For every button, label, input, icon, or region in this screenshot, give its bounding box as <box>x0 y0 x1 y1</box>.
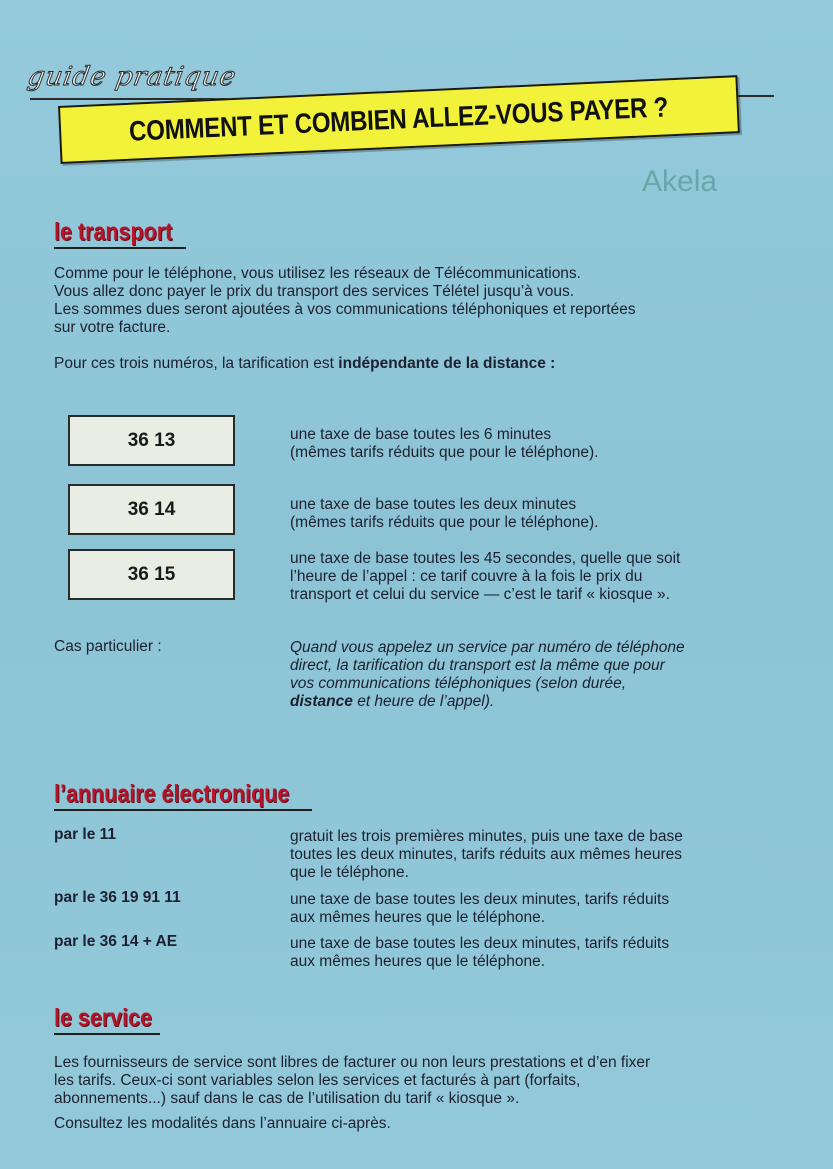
text-line: sur votre facture. <box>54 319 171 336</box>
section-underline <box>54 809 312 811</box>
section-title-service: le service <box>54 1004 153 1032</box>
text-line: aux mêmes heures que le téléphone. <box>290 909 546 926</box>
number-desc-3613 <box>290 426 598 462</box>
text-line: une taxe de base toutes les deux minutes, tarifs réduits <box>290 935 670 952</box>
text-line: Comme pour le téléphone, vous utilisez les réseaux de Télécommunications. <box>54 265 581 282</box>
tarif-statement <box>54 355 555 373</box>
text-line: une taxe de base toutes les deux minutes, tarifs réduits <box>290 891 670 908</box>
text-line: direct, la tarification du transport est la même que pour <box>290 657 665 674</box>
guide-pratique-heading: guide pratique <box>25 62 239 92</box>
transport-intro <box>54 265 636 337</box>
section-underline <box>54 247 186 249</box>
cas-particulier-text <box>290 639 685 711</box>
text-line: les tarifs. Ceux-ci sont variables selon les services et facturés à part (forfaits, <box>54 1072 581 1089</box>
text-line: gratuit les trois premières minutes, puis une taxe de base <box>290 828 683 845</box>
text-line: Pour ces trois numéros, la tarification est <box>54 355 339 372</box>
number-box-3614: 36 14 <box>68 484 235 535</box>
text-line: Vous allez donc payer le prix du transport des services Télétel jusqu’à vous. <box>54 283 575 300</box>
text-line: vos communications téléphoniques (selon durée, <box>290 675 627 692</box>
section-title-annuaire: l’annuaire électronique <box>54 780 290 808</box>
annuaire-label-11: par le 11 <box>54 826 117 843</box>
annuaire-desc-3614-ae <box>290 935 669 971</box>
text-line <box>290 693 685 711</box>
text-line: aux mêmes heures que le téléphone. <box>290 953 546 970</box>
number-box-3613: 36 13 <box>68 415 235 466</box>
banner-title: COMMENT ET COMBIEN ALLEZ-VOUS PAYER ? <box>128 91 670 147</box>
annuaire-desc-36199111 <box>290 891 669 927</box>
text-line: une taxe de base toutes les 45 secondes, quelle que soit <box>290 550 681 567</box>
text-line: Quand vous appelez un service par numéro de téléphone <box>290 639 685 656</box>
annuaire-label-36199111: par le 36 19 91 11 <box>54 889 181 906</box>
number-desc-3614 <box>290 496 598 532</box>
service-consult: Consultez les modalités dans l’annuaire ci-après. <box>54 1115 391 1132</box>
text-line: Les fournisseurs de service sont libres de facturer ou non leurs prestations et d’en fixer <box>54 1054 651 1071</box>
annuaire-label-3614-ae: par le 36 14 + AE <box>54 933 178 950</box>
text-line: (mêmes tarifs réduits que pour le téléphone). <box>290 514 599 531</box>
text-line: Les sommes dues seront ajoutées à vos communications téléphoniques et reportées <box>54 301 636 318</box>
text-line: abonnements...) sauf dans le cas de l’utilisation du tarif « kiosque ». <box>54 1090 520 1107</box>
text-line: (mêmes tarifs réduits que pour le téléphone). <box>290 444 599 461</box>
section-title-transport: le transport <box>54 218 173 246</box>
cas-particulier-label: Cas particulier : <box>54 638 162 655</box>
watermark: Akela <box>642 165 718 198</box>
number-box-3615: 36 15 <box>68 549 235 600</box>
number-desc-3615 <box>290 550 680 604</box>
text-line: une taxe de base toutes les deux minutes <box>290 496 577 513</box>
text-line: l’heure de l’appel : ce tarif couvre à la fois le prix du <box>290 568 643 585</box>
emphasis: indépendante de la distance : <box>338 355 556 372</box>
service-text <box>54 1054 650 1108</box>
text-line: transport et celui du service — c’est le tarif « kiosque ». <box>290 586 670 603</box>
text-line: une taxe de base toutes les 6 minutes <box>290 426 552 443</box>
emphasis: distance <box>290 693 353 710</box>
section-underline <box>54 1033 160 1035</box>
text-line: toutes les deux minutes, tarifs réduits aux mêmes heures <box>290 846 682 863</box>
text-fragment: et heure de l’appel). <box>352 693 495 710</box>
text-line: que le téléphone. <box>290 864 409 881</box>
annuaire-desc-11 <box>290 828 683 882</box>
